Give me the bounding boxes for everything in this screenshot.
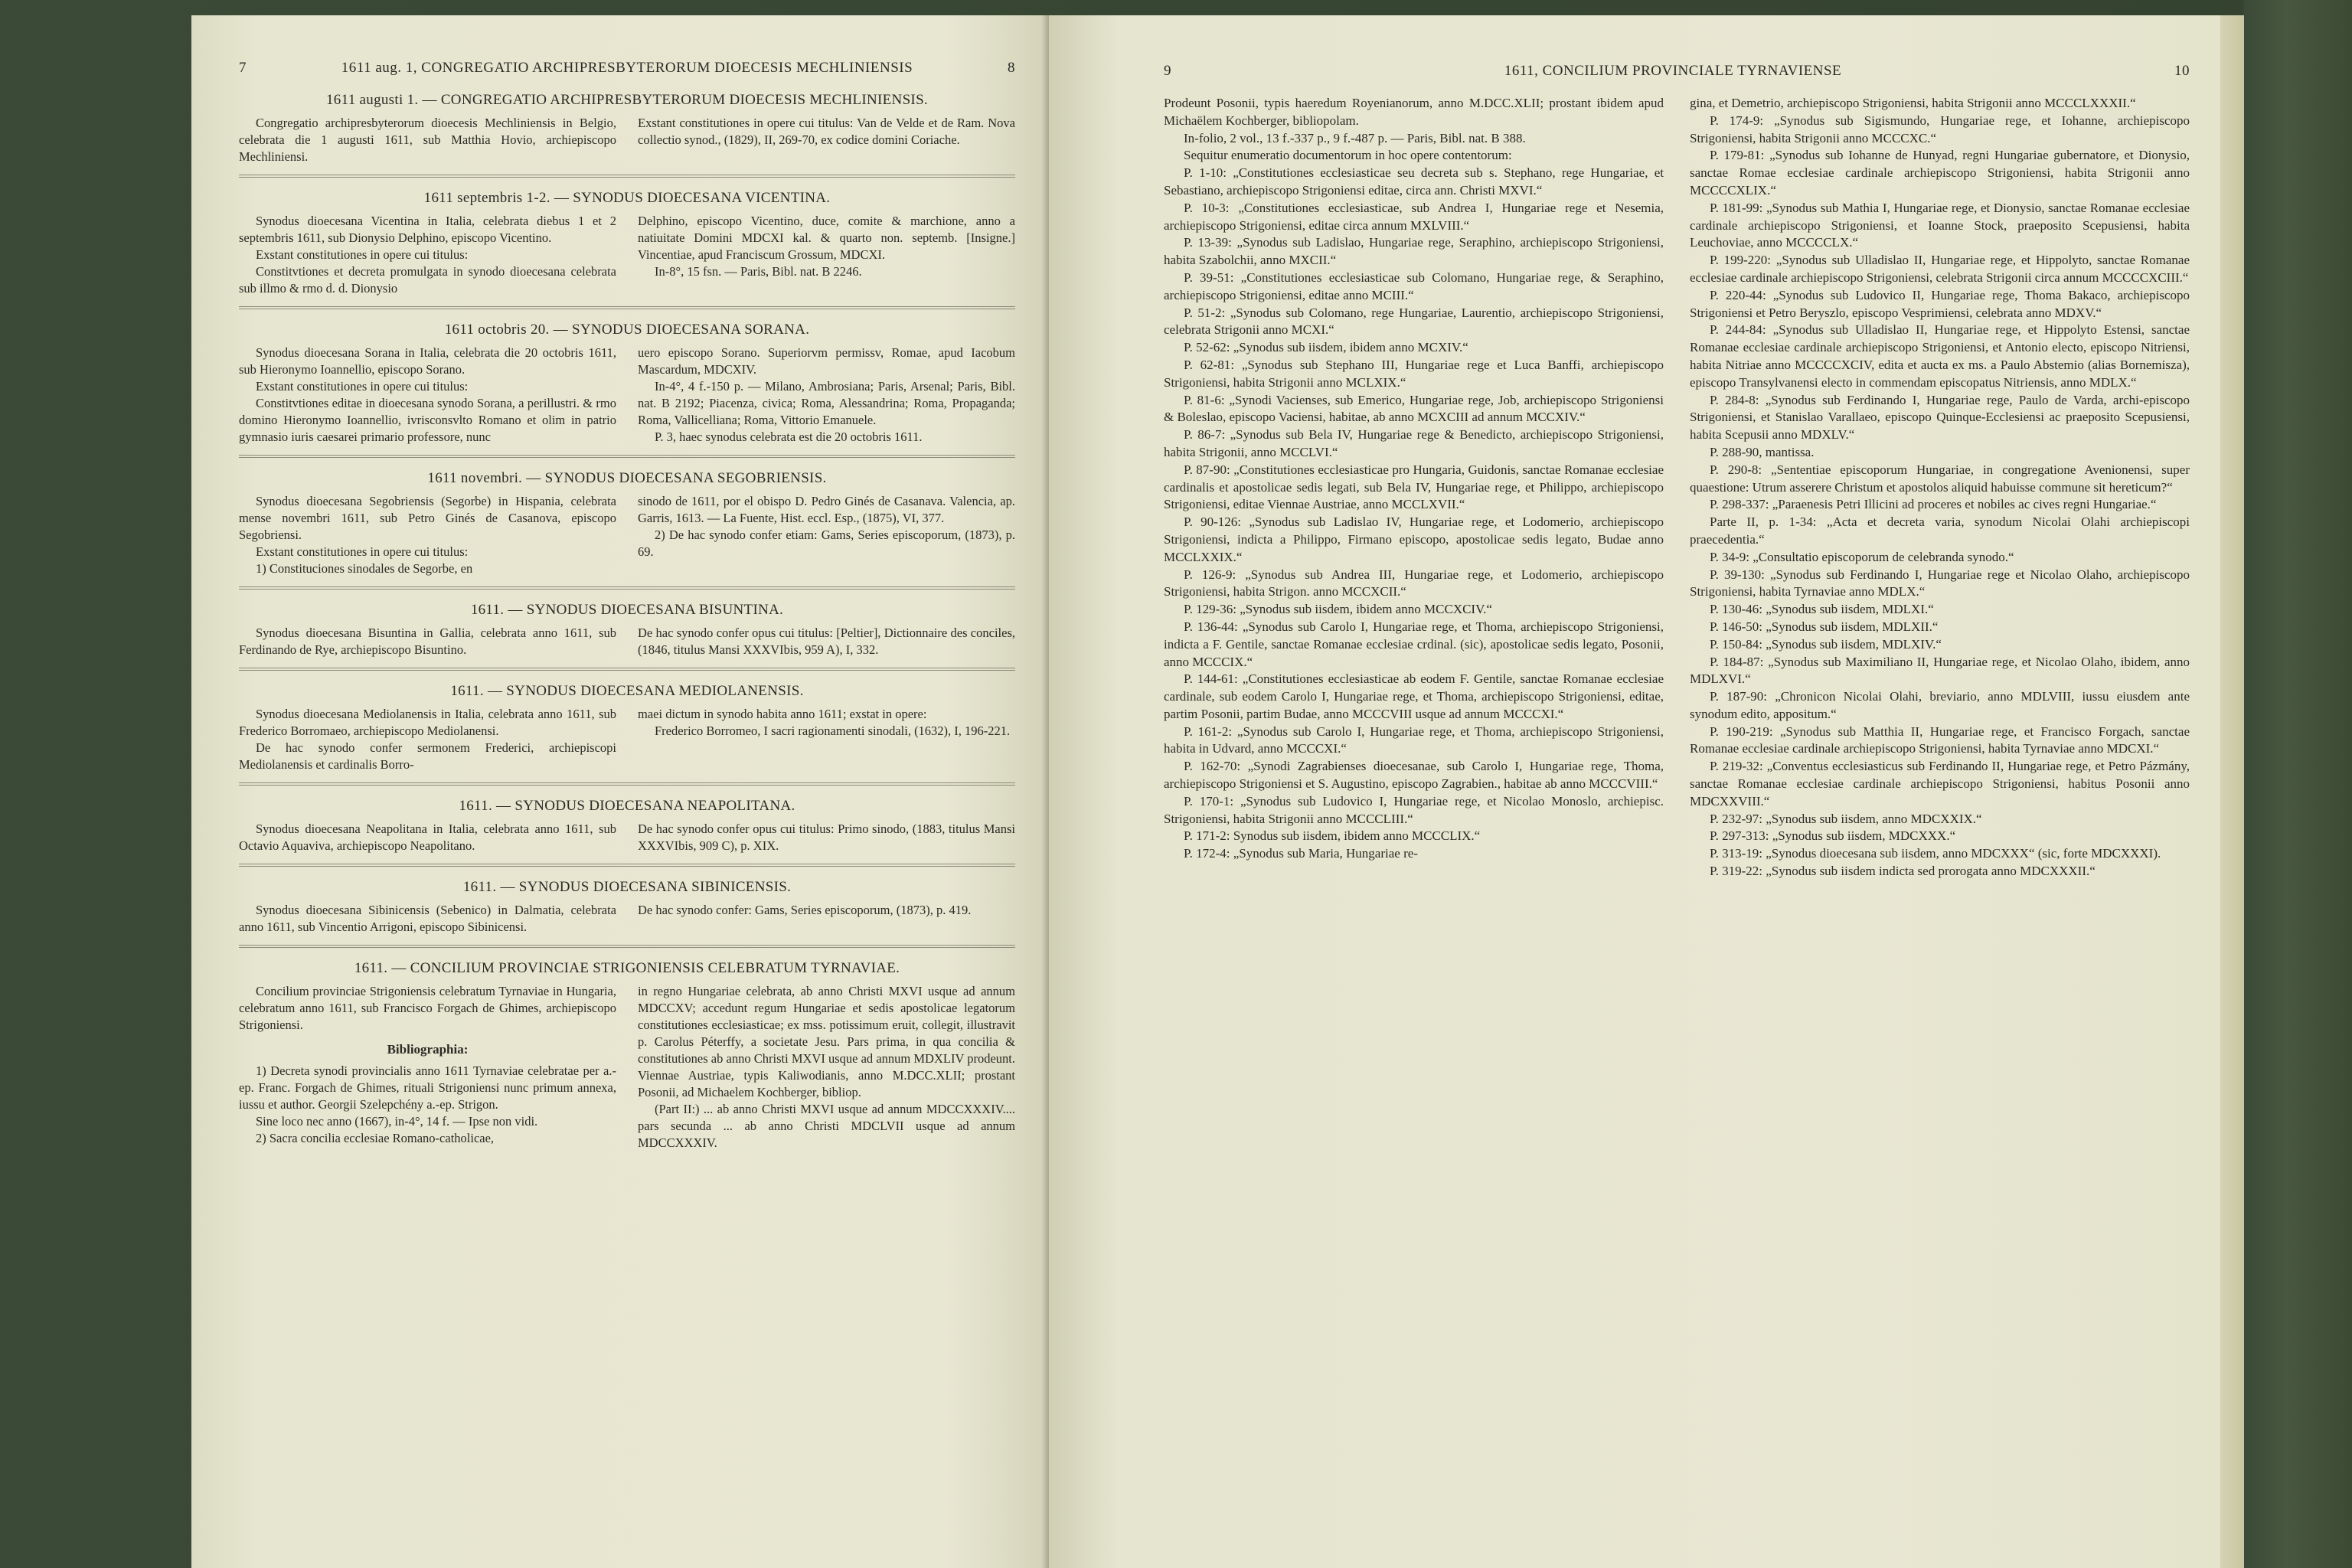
document-item: P. 313-19: „Synodus dioecesana sub iisdem, anno MDCXXX“ (sic, forte MDCXXXI). xyxy=(1710,846,2161,861)
right-column-1 xyxy=(1164,95,1664,880)
document-item: P. 232-97: „Synodus sub iisdem, anno MDCXXIX.“ xyxy=(1710,811,1982,826)
entry-column-2 xyxy=(638,345,1015,446)
entry-paragraph: Constitvtiones editae in dioecesana synodo Sorana, a perillustri. & rmo domino Hieronymo Ioannellio, ivrisconsvlto Romano et olim in patrio gymnasio iuris caesarei primario professore, nunc xyxy=(239,396,616,444)
section-divider xyxy=(239,175,1015,178)
document-item: P. 297-313: „Synodus sub iisdem, MDCXXX.“ xyxy=(1710,828,1956,844)
document-item: P. 190-219: „Synodus sub Matthia II, Hungariae rege, et Francisco Forgach, sanctae Romanae ecclesiae cardinale archiepiscopo Strigoniensi, habita Tyrnaviae anno MDCXI.“ xyxy=(1690,724,2190,756)
document-item: P. 51-2: „Synodus sub Colomano, rege Hungariae, Laurentio, archiepiscopo Strigoniensi, celebrata Strigonii anno MCXI.“ xyxy=(1164,305,1664,338)
right-page-number-b: 10 xyxy=(2174,63,2190,79)
bibliography-item: Sine loco nec anno (1667), in-4°, 14 f. — Ipse non vidi. xyxy=(256,1114,538,1129)
left-entries xyxy=(239,92,1015,948)
document-item: gina, et Demetrio, archiepiscopo Strigoniensi, habita Strigonii anno MCCCLXXXII.“ xyxy=(1690,96,2136,110)
document-item: P. 171-2: Synodus sub iisdem, ibidem anno MCCCLIX.“ xyxy=(1184,828,1481,844)
entry-paragraph: De hac synodo confer opus cui titulus: Primo sinodo, (1883, titulus Mansi XXXVIbis, 909 C), p. XIX. xyxy=(638,822,1015,853)
right-running-title: 1611, CONCILIUM PROVINCIALE TYRNAVIENSE xyxy=(1504,63,1842,79)
entry-columns xyxy=(239,213,1015,297)
section-divider xyxy=(239,945,1015,948)
entry-column-2 xyxy=(638,213,1015,297)
entry-column-1 xyxy=(239,706,616,773)
document-item: P. 244-84: „Synodus sub Ulladislao II, Hungariae rege, et Hippolyto Estensi, sanctae Romanae ecclesiae cardinale archiepiscopo Strigoniensi, et Antonio electo, episcopo Nitriensi, habita Nitriae anno MCCCCXCIV, edita et aucta ex ms. a Paulo Abstemio (alias Bornemisza), episcopo Transylvanensi electo in commendam episcopatus Nitriensis, anno MDLX.“ xyxy=(1690,322,2190,390)
entry-paragraph: Exstant constitutiones in opere cui titulus: xyxy=(256,544,469,559)
entry-heading: 1611 octobris 20. — SYNODUS DIOECESANA SORANA. xyxy=(444,322,810,338)
entry-paragraph: Exstant constitutiones in opere cui titulus: Van de Velde et de Ram. Nova collectio synod., (1829), II, 269-70, ex codice domini Coriache. xyxy=(638,116,1015,147)
entry-paragraph: In-4°, 4 f.-150 p. — Milano, Ambrosiana; Paris, Arsenal; Paris, Bibl. nat. B 2192; Piacenza, civica; Roma, Alessandrina; Roma, Propaganda; Roma, Vallicelliana; Roma, Vittorio Emanuele. xyxy=(638,379,1015,427)
document-item: P. 288-90, mantissa. xyxy=(1710,444,1815,459)
bibliography-items xyxy=(239,1063,616,1147)
entry-column-2 xyxy=(638,902,1015,936)
entry-column-1 xyxy=(239,983,616,1152)
entry xyxy=(239,92,1015,165)
document-item: P. 62-81: „Synodus sub Stephano III, Hungariae rege et Luca Banffi, archiepiscopo Strigoniensi, habita Strigonii anno MCLXIX.“ xyxy=(1164,357,1664,390)
document-item: P. 81-6: „Synodi Vacienses, sub Emerico, Hungariae rege, Job, archiepiscopo Strigoniensi & Boleslao, episcopo Vaciensi, habitae, ab anno MCXCIII ad annum MCCXIV.“ xyxy=(1164,392,1664,425)
document-item: P. 162-70: „Synodi Zagrabienses dioecesanae, sub Carolo I, Hungariae rege, Thoma, archiepiscopo Strigoniensi et S. Augustino, episcopo Zagrabien., habitae ab anno MCCCVIII.“ xyxy=(1164,759,1664,792)
document-item: P. 161-2: „Synodus sub Carolo I, Hungariae rege, et Thoma, archiepiscopo Strigoniensi, habita in Udvard, anno MCCCXI.“ xyxy=(1164,724,1664,756)
section-divider xyxy=(239,455,1015,458)
entry xyxy=(239,190,1015,297)
entry-paragraph: Frederico Borromeo, I sacri ragionamenti sinodali, (1632), I, 196-221. xyxy=(655,724,1011,738)
document-item: P. 34-9: „Consultatio episcoporum de celebranda synodo.“ xyxy=(1710,549,2014,564)
document-item: P. 187-90: „Chronicon Nicolai Olahi, breviario, anno MDLVIII, iussu eiusdem ante synodum edito, appositum.“ xyxy=(1690,689,2190,721)
entry-heading: 1611. — SYNODUS DIOECESANA MEDIOLANENSIS. xyxy=(450,683,804,699)
entry-paragraph: Exstant constitutiones in opere cui titulus: xyxy=(256,247,469,262)
document-item: P. 144-61: „Constitutiones ecclesiasticae ab eodem F. Gentile, sanctae Romanae ecclesiae cardinale, sub eodem Carolo I, Hungariae rege, et Thoma, archiepiscopo Strigoniensi, editae, partim Posonii, partim Budae, anno MCCCVIII usque ad annum MCCCXI.“ xyxy=(1164,671,1664,721)
entry-heading: 1611. — SYNODUS DIOECESANA NEAPOLITANA. xyxy=(459,798,795,814)
document-item: P. 298-337: „Paraenesis Petri Illicini ad proceres et nobiles ac cives regni Hungariae.“ xyxy=(1710,497,2157,512)
entry-column-1 xyxy=(239,821,616,854)
bibliography-item: 1) Decreta synodi provincialis anno 1611 Tyrnaviae celebratae per a.-ep. Franc. Forgach de Ghimes, rituali Strigoniensi nunc primum annexa, iussu et author. Georgii Szelepchény a.-ep. Strigon. xyxy=(239,1063,616,1112)
document-item: P. 179-81: „Synodus sub Iohanne de Hunyad, regni Hungariae gubernatore, et Dionysio, sanctae Romae ecclesiae cardinale archiepiscopo Strigoniensi, habita Strigonii anno MCCCCXLIX.“ xyxy=(1690,148,2190,198)
entry-columns xyxy=(239,902,1015,936)
entry-strigoniensis xyxy=(239,960,1015,1152)
entry-heading: 1611 augusti 1. — CONGREGATIO ARCHIPRESBYTERORUM DIOECESIS MECHLINIENSIS. xyxy=(326,92,928,108)
document-item: P. 86-7: „Synodus sub Bela IV, Hungariae rege & Benedicto, archiepiscopo Strigoniensi, habita Strigonii, anno MCCLVI.“ xyxy=(1164,427,1664,459)
document-item: P. 150-84: „Synodus sub iisdem, MDLXIV.“ xyxy=(1710,636,1942,652)
document-item: P. 129-36: „Synodus sub iisdem, ibidem anno MCCXCIV.“ xyxy=(1184,602,1492,617)
entry-heading: 1611. — SYNODUS DIOECESANA BISUNTINA. xyxy=(470,602,784,618)
entry-paragraph: Concilium provinciae Strigoniensis celebratum Tyrnaviae in Hungaria, celebratum anno 1611, sub Francisco Forgach de Ghimes, archiepiscopo Strigoniensi. xyxy=(239,984,616,1032)
entry-columns xyxy=(239,493,1015,577)
entry-column-2 xyxy=(638,983,1015,1152)
document-item: P. 52-62: „Synodus sub iisdem, ibidem anno MCXIV.“ xyxy=(1184,340,1468,355)
left-running-title: 1611 aug. 1, CONGREGATIO ARCHIPRESBYTERORUM DIOECESIS MECHLINIENSIS xyxy=(341,60,913,76)
entry-paragraph: Synodus dioecesana Neapolitana in Italia, celebrata anno 1611, sub Octavio Aquaviva, archiepiscopo Neapolitano. xyxy=(239,822,616,853)
document-item: P. 181-99: „Synodus sub Mathia I, Hungariae rege, et Dionysio, sanctae Romanae ecclesiae cardinale archiepiscopo Strigoniensi, et Ioanne Stock, praeposito Scepusiensi, habita Leuchoviae, anno MCCCCLX.“ xyxy=(1690,200,2190,250)
section-divider xyxy=(239,668,1015,671)
entry-columns xyxy=(239,821,1015,854)
entry-column-1 xyxy=(239,902,616,936)
document-item: P. 39-51: „Constitutiones ecclesiasticae sub Colomano, Hungariae rege, & Seraphino, archiepiscopo Strigoniensi, editae anno MCIII.“ xyxy=(1164,270,1664,302)
right-column-2 xyxy=(1690,95,2190,880)
entry-paragraph: De hac synodo confer sermonem Frederici, archiepiscopi Mediolanensis et cardinalis Borro- xyxy=(239,740,616,772)
left-page-number-b: 8 xyxy=(1008,60,1015,76)
document-item: P. 39-130: „Synodus sub Ferdinando I, Hungariae rege et Nicolao Olaho, archiepiscopo Strigoniensi, habita Tyrnaviae anno MDLX.“ xyxy=(1690,567,2190,599)
right-columns xyxy=(1164,95,2190,880)
left-page xyxy=(191,15,1049,1568)
document-item: P. 90-126: „Synodus sub Ladislao IV, Hungariae rege, et Lodomerio, archiepiscopo Strigoniensi, indicta a Philippo, Firmano episcopo, apostolicae sedis legato, Budae anno MCCLXXIX.“ xyxy=(1164,514,1664,564)
bibliography-item: in regno Hungariae celebrata, ab anno Christi MXVI usque ad annum MDCCXV; accedunt regum Hungariae et sedis apostolicae legatorum constitutiones ecclesiasticae; ex mss. potissimum eruit, collegit, illustravit p. Carolus Péterffy, a societate Jesu. Pars prima, in qua concilia & constitutiones ab anno Christi MXVI usque ad annum MDXLIV prodeunt. Viennae Austriae, typis Kaliwodianis, anno M.DCC.XLII; prostant Posonii, ad Michaelem Kochberger, bibliop. xyxy=(638,984,1015,1099)
document-item: P. 184-87: „Synodus sub Maximiliano II, Hungariae rege, et Nicolao Olaho, ibidem, anno MDLXVI.“ xyxy=(1690,654,2190,687)
entry-column-1 xyxy=(239,115,616,165)
document-item: P. 284-8: „Synodus sub Ferdinando I, Hungariae rege, Paulo de Varda, archi-episcopo Strigoniensi, et Stanislao Varallaeo, episcopo Quinque-Ecclesiensi ac praeposito Scepusiensi, habita Scepusii anno MDXLV.“ xyxy=(1690,392,2190,443)
document-item: Parte II, p. 1-34: „Acta et decreta varia, synodum Nicolai Olahi archiepiscopi praecedentia.“ xyxy=(1690,514,2190,547)
right-running-head xyxy=(1164,63,2190,80)
entry xyxy=(239,322,1015,446)
entry-paragraph: In-8°, 15 fsn. — Paris, Bibl. nat. B 2246. xyxy=(655,264,862,279)
entry-paragraph: Synodus dioecesana Segobriensis (Segorbe) in Hispania, celebrata mense novembri 1611, sub Petro Ginés de Casanova, episcopo Segobriensi. xyxy=(239,494,616,542)
entry-column-2 xyxy=(638,821,1015,854)
book-spine xyxy=(2243,0,2352,1568)
entry-heading: 1611. — CONCILIUM PROVINCIAE STRIGONIENSIS CELEBRATUM TYRNAVIAE. xyxy=(354,960,900,976)
entry-paragraph: Exstant constitutiones in opere cui titulus: xyxy=(256,379,469,394)
right-page-number-a: 9 xyxy=(1164,63,1171,79)
entry-columns xyxy=(239,706,1015,773)
entry-column-1 xyxy=(239,625,616,658)
left-page-number-a: 7 xyxy=(239,60,247,76)
document-item: P. 174-9: „Synodus sub Sigismundo, Hungariae rege, et Iohanne, archiepiscopo Strigoniensi, habita Strigonii anno MCCCXC.“ xyxy=(1690,113,2190,145)
document-item: P. 13-39: „Synodus sub Ladislao, Hungariae rege, Seraphino, archiepiscopo Strigoniensi, habita Szabolchii, anno MXCII.“ xyxy=(1164,235,1664,268)
entry-columns xyxy=(239,345,1015,446)
entry-paragraph: Synodus dioecesana Sorana in Italia, celebrata die 20 octobris 1611, sub Hieronymo Ioannellio, episcopo Sorano. xyxy=(239,345,616,377)
entry xyxy=(239,879,1015,936)
left-running-head xyxy=(239,60,1015,77)
entry-column-1 xyxy=(239,345,616,446)
document-item: Prodeunt Posonii, typis haeredum Royenianorum, anno M.DCC.XLII; prostant ibidem apud Michaëlem Kochberger, bibliopolam. xyxy=(1164,96,1664,128)
entry-heading: 1611. — SYNODUS DIOECESANA SIBINICENSIS. xyxy=(462,879,792,895)
entry-heading: 1611 septembris 1-2. — SYNODUS DIOECESANA VICENTINA. xyxy=(423,190,831,206)
entry-paragraph: 1) Constituciones sinodales de Segorbe, en xyxy=(256,561,473,576)
entry-columns xyxy=(239,625,1015,658)
document-item: P. 87-90: „Constitutiones ecclesiasticae pro Hungaria, Guidonis, sanctae Romanae ecclesiae cardinalis et apostolicae sedis legati, sub Bela IV, Hungariae rege, et Philippo, archiepiscopo Strigoniensi, editae Viennae Austriae, anno MCCLXVII.“ xyxy=(1164,462,1664,512)
entry-paragraph: Synodus dioecesana Bisuntina in Gallia, celebrata anno 1611, sub Ferdinando de Rye, archiepiscopo Bisuntino. xyxy=(239,626,616,657)
document-item: P. 1-10: „Constitutiones ecclesiasticae seu decreta sub s. Stephano, rege Hungariae, et Sebastiano, archiepiscopo Strigoniensi editae, circa ann. Christi MXVI.“ xyxy=(1164,165,1664,198)
document-item: P. 146-50: „Synodus sub iisdem, MDLXII.“ xyxy=(1710,619,1939,634)
entry-column-2 xyxy=(638,115,1015,165)
entry-paragraph: Synodus dioecesana Vicentina in Italia, celebrata diebus 1 et 2 septembris 1611, sub Dionysio Delphino, episcopo Vicentino. xyxy=(239,214,616,245)
entry xyxy=(239,602,1015,658)
section-divider xyxy=(239,864,1015,867)
document-item: P. 136-44: „Synodus sub Carolo I, Hungariae rege, et Thoma, archiepiscopo Strigoniensi, indicta a F. Gentile, sanctae Romanae ecclesiae crdinal. (sic), apostolicae sedis legato, Posonii, anno MCCCIX.“ xyxy=(1164,619,1664,669)
entry xyxy=(239,470,1015,577)
bibliography-item: 2) Sacra concilia ecclesiae Romano-catholicae, xyxy=(256,1131,495,1145)
document-item: P. 290-8: „Sententiae episcoporum Hungariae, in congregatione Avenionensi, super quaestione: Utrum asserere Christum et apostolos aliquid habuisse commune sit hereticum?“ xyxy=(1690,462,2190,495)
entry-paragraph: P. 3, haec synodus celebrata est die 20 octobris 1611. xyxy=(655,430,923,444)
entry-paragraph: 2) De hac synodo confer etiam: Gams, Series episcoporum, (1873), p. 69. xyxy=(638,528,1015,559)
entry-column-1 xyxy=(239,213,616,297)
section-divider xyxy=(239,306,1015,309)
entry xyxy=(239,683,1015,773)
entry-paragraph: maei dictum in synodo habita anno 1611; exstat in opere: xyxy=(638,707,927,721)
bibliography-heading: Bibliographia: xyxy=(387,1042,469,1057)
entry-paragraph: Constitvtiones et decreta promulgata in synodo dioecesana celebrata sub illmo & rmo d. d. Dionysio xyxy=(239,264,616,296)
document-item: P. 219-32: „Conventus ecclesiasticus sub Ferdinando II, Hungariae rege, et Petro Pázmány, sanctae Romanae ecclesiae cardinale archiepiscopo Strigoniensi, habitus Posonii anno MDCXXVIII.“ xyxy=(1690,759,2190,808)
entry-paragraph: Delphino, episcopo Vicentino, duce, comite & marchione, anno a natiuitate Domini MDCXI kal. & quarto non. septemb. [Insigne.] Vincentiae, apud Franciscum Grossum, MDCXI. xyxy=(638,214,1015,262)
document-item: In-folio, 2 vol., 13 f.-337 p., 9 f.-487 p. — Paris, Bibl. nat. B 388. xyxy=(1184,130,1526,145)
section-divider xyxy=(239,586,1015,590)
entry-paragraph: sinodo de 1611, por el obispo D. Pedro Ginés de Casanava. Valencia, ap. Garris, 1613. — La Fuente, Hist. eccl. Esp., (1875), VI, 377. xyxy=(638,494,1015,525)
entry-paragraph: Synodus dioecesana Sibinicensis (Sebenico) in Dalmatia, celebrata anno 1611, sub Vincentio Arrigoni, episcopo Sibinicensi. xyxy=(239,903,616,934)
document-item: P. 319-22: „Synodus sub iisdem indicta sed prorogata anno MDCXXXII.“ xyxy=(1710,864,2096,879)
entry-paragraph: uero episcopo Sorano. Superiorvm permissv, Romae, apud Iacobum Mascardum, MDCXIV. xyxy=(638,345,1015,377)
entry-heading: 1611 novembri. — SYNODUS DIOECESANA SEGOBRIENSIS. xyxy=(427,470,827,486)
section-divider xyxy=(239,782,1015,786)
document-item: P. 10-3: „Constitutiones ecclesiasticae, sub Andrea I, Hungariae rege et Nesemia, archiepiscopo Strigoniensi, editae circa annum MXLVIII.“ xyxy=(1164,200,1664,233)
entry-columns xyxy=(239,115,1015,165)
entry-paragraph: Congregatio archipresbyterorum dioecesis Mechliniensis in Belgio, celebrata die 1 augusti 1611, sub Matthia Hovio, archiepiscopo Mechliniensi. xyxy=(239,116,616,164)
entry-paragraph: De hac synodo confer: Gams, Series episcoporum, (1873), p. 419. xyxy=(638,903,972,917)
entry xyxy=(239,798,1015,854)
document-item: P. 220-44: „Synodus sub Ludovico II, Hungariae rege, Thoma Bakaco, archiepiscopo Strigoniensi et Petro Beryszlo, episcopo Vesprimiensi, celebrata anno MDXV.“ xyxy=(1690,287,2190,320)
entry-columns xyxy=(239,983,1015,1152)
entry-paragraph: De hac synodo confer opus cui titulus: [Peltier], Dictionnaire des conciles, (1846, titulus Mansi XXXVIbis, 959 A), I, 332. xyxy=(638,626,1015,657)
entry-column-2 xyxy=(638,706,1015,773)
document-item: P. 126-9: „Synodus sub Andrea III, Hungariae rege, et Lodomerio, archiepiscopo Strigoniensi, habita Strigon. anno MCCXCII.“ xyxy=(1164,567,1664,599)
entry-column-1 xyxy=(239,493,616,577)
document-item: P. 199-220: „Synodus sub Ulladislao II, Hungariae rege, et Hippolyto, sanctae Romanae ecclesiae cardinale archiepiscopo Strigoniensi, celebrata Strigonii circa annum MCCCCXCIII.“ xyxy=(1690,253,2190,285)
entry-column-2 xyxy=(638,625,1015,658)
document-item: P. 170-1: „Synodus sub Ludovico I, Hungariae rege, et Nicolao Monoslo, archiepisc. Strigoniensi, habita Strigonii anno MCCCLIII.“ xyxy=(1164,793,1664,826)
document-item: Sequitur enumeratio documentorum in hoc opere contentorum: xyxy=(1184,148,1512,163)
document-item: P. 130-46: „Synodus sub iisdem, MDLXI.“ xyxy=(1710,602,1934,617)
entry-column-2 xyxy=(638,493,1015,577)
bibliography-item: (Part II:) ... ab anno Christi MXVI usque ad annum MDCCXXXIV.... pars secunda ... ab anno Christi MDCLVII usque ad annum MDCCXXXIV. xyxy=(638,1102,1015,1150)
right-page xyxy=(1049,15,2220,1568)
document-item: P. 172-4: „Synodus sub Maria, Hungariae re- xyxy=(1184,846,1418,861)
entry-paragraph: Synodus dioecesana Mediolanensis in Italia, celebrata anno 1611, sub Frederico Borromaeo, archiepiscopo Mediolanensi. xyxy=(239,707,616,738)
